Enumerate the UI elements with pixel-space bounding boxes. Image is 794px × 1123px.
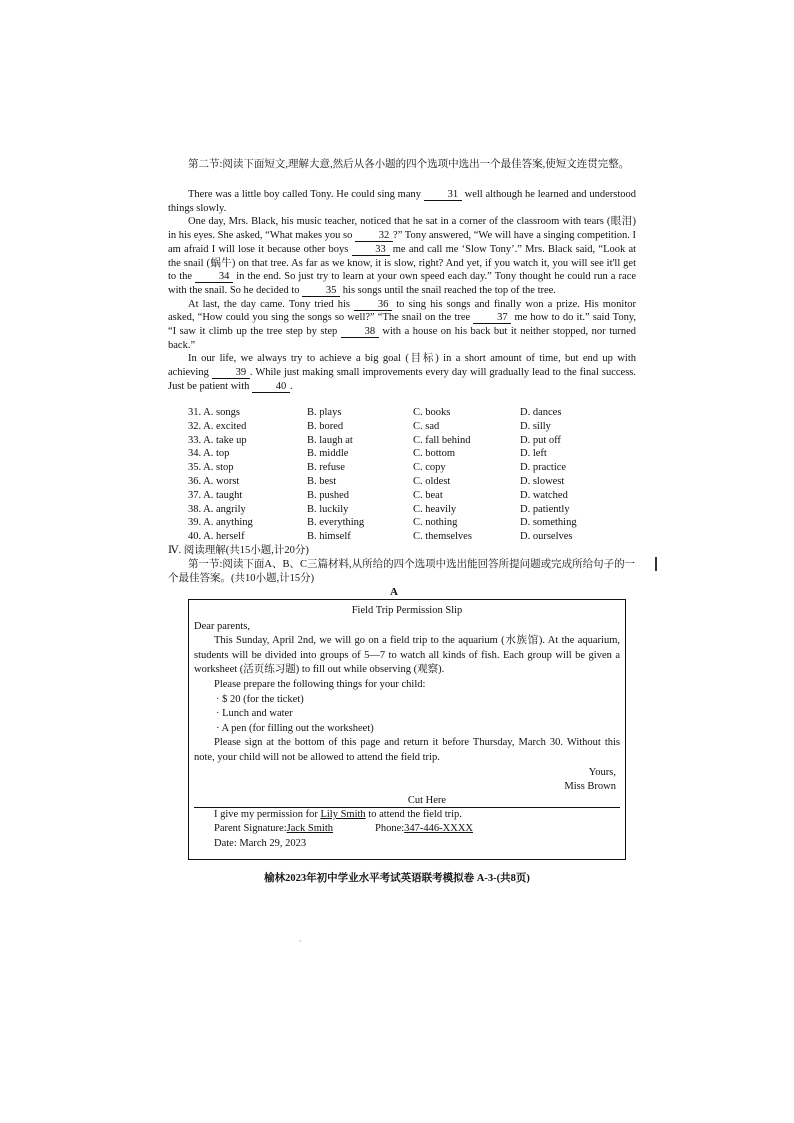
blank-33: 33 [352,244,390,256]
phone-number: 347-446-XXXX [404,823,473,835]
permission-slip [188,599,626,860]
blank-32: 32 [355,230,393,242]
passage-paragraph-3: At last, the day came. Tony tried his 36 to sing his songs and finally won a prize. His monitor asked, “How could you sing the songs so well?” “The snail on the tree 37 me how to do it.” said Tony, “I saw it climb up the tree step by step 38 with a house on his back but it neither stopped, nor turned back.” [168,298,637,351]
reading-heading: Ⅳ. 阅读理解(共15小题,计20分) [168,545,309,556]
parent-signature: Jack Smith [286,823,333,835]
slip-greeting: Dear parents, [194,620,250,632]
option-row: 31. A. songs B. plays C. books D. dances [188,407,562,418]
option-row: 37. A. taught B. pushed C. beat D. watched [188,489,568,501]
slip-closing: Yours, [588,766,616,778]
slip-item: · Lunch and water [216,708,293,720]
option-row: 33. A. take up B. laugh at C. fall behind D. put off [188,434,561,446]
cut-here-line: Cut Here [194,795,620,808]
blank-35: 35 [302,285,340,297]
option-row: 39. A. anything B. everything C. nothing D. something [188,517,577,529]
blank-37: 37 [473,312,511,324]
slip-item: · $ 20 (for the ticket) [216,693,304,705]
option-row: 36. A. worst B. best C. oldest D. slowest [188,475,565,487]
passage-paragraph-2: One day, Mrs. Black, his music teacher, noticed that he sat in a corner of the classroom with tears (眼泪) in his eyes. She asked, “What makes you so 32 ?” Tony answered, “We will have a singing competition. I am afraid I will lose it because other boys 33 me and call me ‘Slow Tony’.” Mrs. Black said, “Look at the snail (蜗牛) on that tree. As far as we know, it is slow, right? And yet, if you watch it, you will see it'll get to the 34 in the end. So just try to learn at your own speed each day.” Tony thought he could run a race with the snail. So he decided to 35 his songs until the snail reached the top of the tree. [168,216,637,296]
slip-signer: Miss Brown [564,781,616,793]
option-row: 34. A. top B. middle C. bottom D. left [188,448,547,460]
date-line: Date: March 29, 2023 [214,837,307,849]
option-row: 35. A. stop B. refuse C. copy D. practice [188,462,567,474]
signature-line: Parent Signature:Jack Smith Phone:347-446-XXXX [214,823,473,835]
slip-date: March 29, 2023 [239,837,307,849]
reading-instruction: 第一节:阅读下面A、B、C三篇材料,从所给的四个选项中选出能回答所提问题或完成所给句子的一个最佳答案。(共10小题,计15分) [168,559,636,584]
option-row: 38. A. angrily B. luckily C. heavily D. patiently [188,503,570,515]
slip-paragraph-2: Please prepare the following things for your child: [214,678,426,690]
cloze-passage [168,188,636,394]
child-name: Lily Smith [320,808,366,820]
section-instruction: 第二节:阅读下面短文,理解大意,然后从各小题的四个选项中选出一个最佳答案,使短文连贯完整。 [188,159,630,170]
slip-title: Field Trip Permission Slip [351,605,463,616]
passage-paragraph-4: In our life, we always try to achieve a big goal (目标) in a short amount of time, but end up with achieving 39 . While just making small improvements every day will gradually lead to the final success. Just be patient with 40 . [168,353,637,392]
blank-36: 36 [354,299,392,311]
blank-39: 39 [212,367,250,379]
passage-paragraph-1: There was a little boy called Tony. He could sing many 31 well although he learned and understood things slowly. [168,189,637,214]
passage-label-a: A [390,586,398,598]
slip-item: · A pen (for filling out the worksheet) [216,722,374,734]
slip-paragraph-3: Please sign at the bottom of this page and return it before Thursday, March 30. Without this note, your child will not be allowed to attend the field trip. [194,737,620,763]
section-heading [168,158,636,172]
blank-31: 31 [424,189,462,201]
blank-40: 40 [252,381,290,393]
answer-options [188,406,638,544]
option-row: 40. A. herself B. himself C. themselves D. ourselves [188,531,573,543]
margin-mark [655,557,657,571]
page-footer: 榆林2023年初中学业水平考试英语联考模拟卷 A-3-(共8页) [264,873,530,884]
scan-speck: · [299,937,302,946]
blank-38: 38 [341,326,379,338]
option-row: 32. A. excited B. bored C. sad D. silly [188,420,551,432]
blank-34: 34 [195,271,233,283]
permission-line: I give my permission for Lily Smith to attend the field trip. [214,808,462,820]
slip-paragraph-1: This Sunday, April 2nd, we will go on a field trip to the aquarium (水族馆). At the aquarium, students will be divided into groups of 5—7 to watch all kinds of fish. Each group will be given a worksheet (活页练习题) to fill out while observing (观察). [194,635,620,676]
reading-section [168,544,638,586]
